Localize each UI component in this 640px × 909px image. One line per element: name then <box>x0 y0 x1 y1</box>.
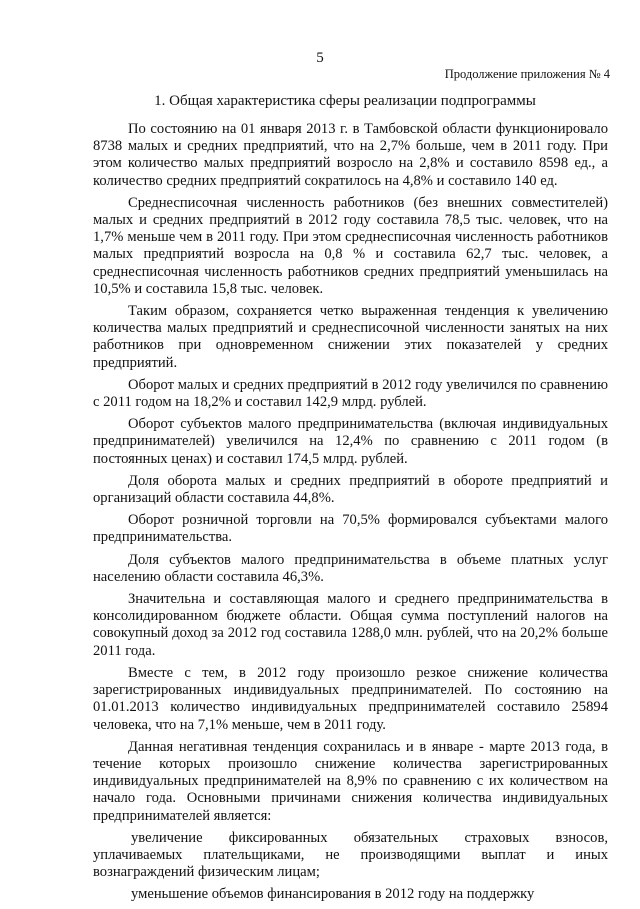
paragraph: Вместе с тем, в 2012 году произошло резкое снижение количества зарегистрированных индивидуальных предпринимателей. По состоянию на 01.01.2013 количество индивидуальных предпринимателей составило 25894 человека, что на 7,1% меньше, чем в 2011 году. <box>93 664 608 733</box>
appendix-note: Продолжение приложения № 4 <box>444 67 610 81</box>
paragraph: Данная негативная тенденция сохранилась и в январе - марте 2013 года, в течение которых произошло снижение количества зарегистрированных индивидуальных предпринимателей на 8,9% по сравнению с их количеством на начало года. Основными причинами снижения количества индивидуальных предпринимателей является: <box>93 738 608 824</box>
paragraph: По состоянию на 01 января 2013 г. в Тамбовской области функционировало 8738 малых и средних предприятий, что на 2,7% больше, чем в 2011 году. При этом количество малых предприятий возросло на 2,8% и составило 8598 ед., а количество средних предприятий сократилось на 4,8% и составило 140 ед. <box>93 121 608 189</box>
list-paragraph: увеличение фиксированных обязательных страховых взносов, уплачиваемых плательщиками, не производящими выплат и иных вознаграждений физическим лицам; <box>93 829 608 881</box>
paragraph: Таким образом, сохраняется четко выраженная тенденция к увеличению количества малых предприятий и среднесписочной численности занятых на них работников при одновременном снижении этих показателей у средних предприятий. <box>93 303 608 371</box>
section-title: 1. Общая характеристика сферы реализации подпрограммы <box>154 93 536 109</box>
paragraph: Оборот субъектов малого предпринимательства (включая индивидуальных предпринимателей) увеличился на 12,4% по сравнению с 2011 годом (в постоянных ценах) и составил 174,5 млрд. рублей. <box>93 416 608 467</box>
paragraph: Значительна и составляющая малого и среднего предпринимательства в консолидированном бюджете области. Общая сумма поступлений налогов на совокупный доход за 2012 год составила 1288,0 млн. рублей, что на 20,2% больше 2011 года. <box>93 591 608 659</box>
list-paragraph: уменьшение объемов финансирования в 2012 году на поддержку <box>131 886 535 903</box>
paragraph: Среднесписочная численность работников (без внешних совместителей) малых и средних предприятий в 2012 году составила 78,5 тыс. человек, что на 1,7% меньше чем в 2011 году. При этом среднесписочная численность работников малых предприятий возросла на 0,8 % и составила 62,7 тыс. человек, а среднесписочная численность работников средних предприятий уменьшилась на 10,5% и составила 15,8 тыс. человек. <box>93 194 608 297</box>
paragraph: Доля оборота малых и средних предприятий в обороте предприятий и организаций области составила 44,8%. <box>93 472 608 507</box>
page-number: 5 <box>316 50 324 66</box>
paragraph: Оборот розничной торговли на 70,5% формировался субъектами малого предпринимательства. <box>93 512 608 546</box>
paragraph: Доля субъектов малого предпринимательства в объеме платных услуг населению области составила 46,3%. <box>93 551 608 585</box>
paragraph: Оборот малых и средних предприятий в 2012 году увеличился по сравнению с 2011 годом на 18,2% и составил 142,9 млрд. рублей. <box>93 376 608 411</box>
body-text <box>93 121 608 909</box>
